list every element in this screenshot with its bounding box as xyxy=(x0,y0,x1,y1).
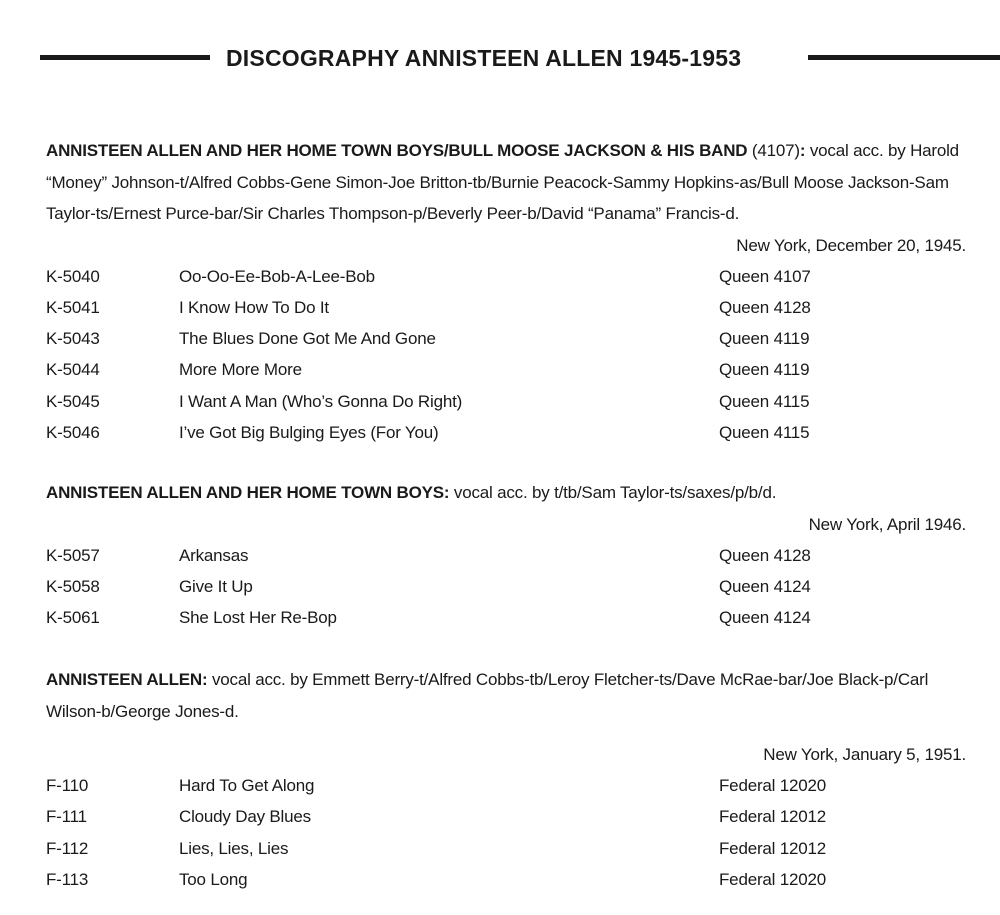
session-3-personnel: vocal acc. by Emmett Berry-t/Alfred Cobbs-tb/Leroy Fletcher-ts/Dave McRae-bar/Joe Black-p/Carl Wilson-b/George Jones-d. xyxy=(46,670,929,721)
matrix-number: K-5057 xyxy=(46,545,100,565)
record-label: Queen 4115 xyxy=(719,391,810,411)
session-1-artist: ANNISTEEN ALLEN AND HER HOME TOWN BOYS/BULL MOOSE JACKSON & HIS BAND xyxy=(46,141,748,160)
song-title: Oo-Oo-Ee-Bob-A-Lee-Bob xyxy=(179,266,375,286)
song-title: I’ve Got Big Bulging Eyes (For You) xyxy=(179,422,439,442)
track-row xyxy=(46,833,970,864)
page-title: DISCOGRAPHY ANNISTEEN ALLEN 1945-1953 xyxy=(226,45,742,71)
track-row xyxy=(46,770,970,801)
title-rule-right xyxy=(808,55,1000,60)
session-1-colon: : xyxy=(799,141,806,160)
record-label: Federal 12012 xyxy=(719,838,827,858)
track-row xyxy=(46,417,970,448)
session-2 xyxy=(46,477,970,633)
matrix-number: K-5046 xyxy=(46,422,100,442)
song-title: She Lost Her Re-Bop xyxy=(179,608,337,628)
track-row xyxy=(46,261,970,292)
matrix-number: K-5058 xyxy=(46,576,100,596)
session-1-tracks xyxy=(46,261,970,449)
track-row xyxy=(46,602,970,633)
session-3-artist: ANNISTEEN ALLEN: xyxy=(46,670,208,689)
session-1-header xyxy=(46,135,970,230)
song-title: I Want A Man (Who’s Gonna Do Right) xyxy=(179,391,463,411)
song-title: Give It Up xyxy=(179,576,253,596)
matrix-number: F-113 xyxy=(46,869,89,889)
song-title: I Know How To Do It xyxy=(179,297,329,317)
title-row xyxy=(40,42,1000,74)
record-label: Federal 12020 xyxy=(719,869,827,889)
session-3-place: New York, January 5, 1951. xyxy=(763,745,966,764)
record-label: Queen 4124 xyxy=(719,608,811,628)
song-title: The Blues Done Got Me And Gone xyxy=(179,329,436,349)
track-row xyxy=(46,864,970,895)
session-1-personnel: vocal acc. by Harold “Money” Johnson-t/Alfred Cobbs-Gene Simon-Joe Britton-tb/Burnie Peacock-Sammy Hopkins-as/Bull Moose Jackson-Sam Taylor-ts/Ernest Purce-bar/Sir Charles Thompson-p/Beverly Peer-b/David “Panama” Francis-d. xyxy=(46,141,959,223)
song-title: Hard To Get Along xyxy=(179,776,315,795)
session-2-artist: ANNISTEEN ALLEN AND HER HOME TOWN BOYS: xyxy=(46,483,450,502)
matrix-number: F-111 xyxy=(46,807,87,827)
record-label: Federal 12020 xyxy=(719,776,827,795)
session-3 xyxy=(46,664,970,895)
session-2-personnel: vocal acc. by t/tb/Sam Taylor-ts/saxes/p/b/d. xyxy=(453,483,777,502)
song-title: Arkansas xyxy=(179,545,249,565)
track-row xyxy=(46,354,970,385)
track-row xyxy=(46,540,970,571)
session-2-header xyxy=(46,477,970,509)
matrix-number: F-112 xyxy=(46,838,89,858)
matrix-number: K-5061 xyxy=(46,608,100,628)
matrix-number: F-110 xyxy=(46,776,89,795)
matrix-number: K-5043 xyxy=(46,329,100,349)
session-2-tracks xyxy=(46,540,970,634)
record-label: Queen 4128 xyxy=(719,545,811,565)
matrix-number: K-5045 xyxy=(46,391,100,411)
track-row xyxy=(46,386,970,417)
record-label: Queen 4119 xyxy=(719,329,810,349)
track-row xyxy=(46,571,970,602)
record-label: Queen 4124 xyxy=(719,576,811,596)
session-3-header xyxy=(46,664,970,727)
track-row xyxy=(46,292,970,323)
song-title: Lies, Lies, Lies xyxy=(179,838,289,858)
track-row xyxy=(46,801,970,832)
record-label: Federal 12012 xyxy=(719,807,827,827)
record-label: Queen 4107 xyxy=(719,266,811,286)
song-title: Cloudy Day Blues xyxy=(179,807,311,827)
session-1-artist-suffix: (4107) xyxy=(751,141,800,160)
session-3-tracks xyxy=(46,770,970,895)
song-title: More More More xyxy=(179,360,302,380)
song-title: Too Long xyxy=(179,869,248,889)
record-label: Queen 4119 xyxy=(719,360,810,380)
matrix-number: K-5040 xyxy=(46,266,100,286)
record-label: Queen 4128 xyxy=(719,297,811,317)
record-label: Queen 4115 xyxy=(719,422,810,442)
matrix-number: K-5044 xyxy=(46,360,100,380)
title-rule-left xyxy=(40,55,210,60)
session-1-place: New York, December 20, 1945. xyxy=(736,235,966,255)
track-row xyxy=(46,323,970,354)
matrix-number: K-5041 xyxy=(46,297,100,317)
session-1 xyxy=(46,135,970,448)
session-2-place: New York, April 1946. xyxy=(808,514,966,534)
